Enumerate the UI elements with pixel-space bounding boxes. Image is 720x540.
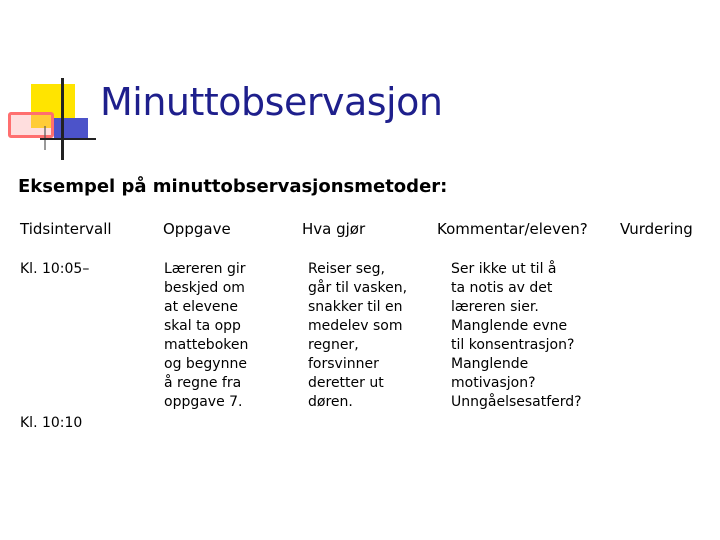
- slide-subtitle: Eksempel på minuttobservasjonsmetoder:: [18, 176, 448, 197]
- comment-line: ta notis av det: [451, 280, 553, 296]
- row1-task: [164, 260, 248, 412]
- row1-action: [308, 260, 407, 412]
- comment-line: motivasjon?: [451, 375, 536, 391]
- comment-line: Manglende evne: [451, 318, 568, 334]
- task-line: å regne fra: [164, 375, 242, 391]
- action-line: forsvinner: [308, 356, 379, 372]
- comment-line: læreren sier.: [451, 299, 539, 315]
- header-vurdering: Vurdering: [620, 220, 693, 238]
- comment-line: til konsentrasjon?: [451, 337, 575, 353]
- comment-line: Ser ikke ut til å: [451, 261, 557, 277]
- action-line: deretter ut: [308, 375, 384, 391]
- page-title: Minuttobservasjon: [100, 80, 443, 124]
- red-square-decoration: [8, 112, 54, 138]
- comment-line: Manglende: [451, 356, 529, 372]
- action-line: døren.: [308, 394, 353, 410]
- task-line: skal ta opp: [164, 318, 241, 334]
- action-line: snakker til en: [308, 299, 403, 315]
- task-line: matteboken: [164, 337, 249, 353]
- action-line: medelev som: [308, 318, 403, 334]
- task-line: at elevene: [164, 299, 239, 315]
- horizontal-line-decoration: [40, 138, 96, 140]
- header-hva-gjor: Hva gjør: [302, 220, 366, 238]
- comment-line: Unngåelsesatferd?: [451, 394, 582, 410]
- task-line: oppgave 7.: [164, 394, 243, 410]
- action-line: går til vasken,: [308, 280, 408, 296]
- header-tidsintervall: Tidsintervall: [20, 220, 112, 238]
- action-line: regner,: [308, 337, 359, 353]
- task-line: og begynne: [164, 356, 247, 372]
- header-oppgave: Oppgave: [163, 220, 231, 238]
- blue-square-decoration: [54, 118, 88, 140]
- task-line: beskjed om: [164, 280, 245, 296]
- row1-comment: [451, 260, 582, 412]
- action-line: Reiser seg,: [308, 261, 385, 277]
- row1-time: Kl. 10:05–: [20, 261, 90, 277]
- vertical-line-decoration: [61, 78, 64, 160]
- header-kommentar: Kommentar/eleven?: [437, 220, 588, 238]
- task-line: Læreren gir: [164, 261, 246, 277]
- row2-time: Kl. 10:10: [20, 415, 83, 431]
